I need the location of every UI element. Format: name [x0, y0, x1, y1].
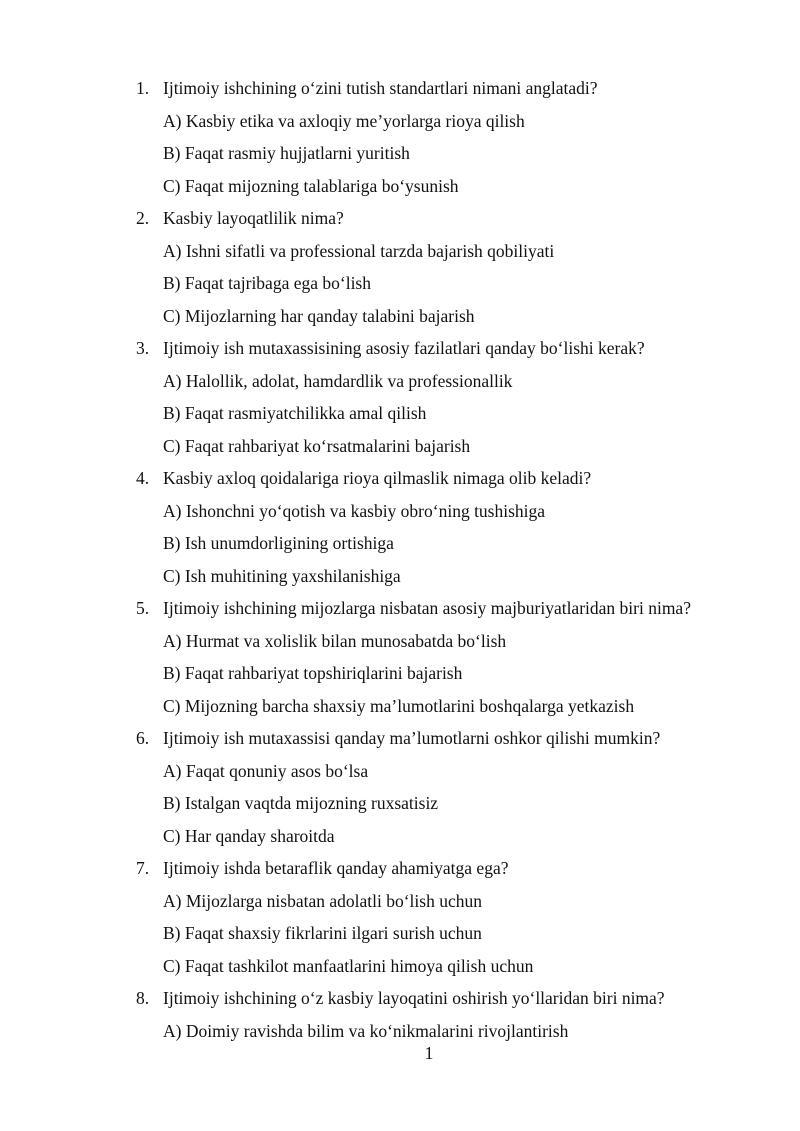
question-4: [0, 464, 800, 497]
answer-option: [0, 822, 800, 855]
answer-option: [0, 757, 800, 790]
answer-option: [0, 789, 800, 822]
question-text: Ijtimoiy ishchining o‘zini tutish standartlari nimani anglatadi?: [163, 78, 598, 98]
option-text: A) Kasbiy etika va axloqiy me’yorlarga rioya qilish: [163, 110, 525, 131]
question-3: [0, 334, 800, 367]
answer-option: [0, 172, 800, 205]
question-1: [0, 74, 800, 107]
option-text: C) Faqat rahbariyat ko‘rsatmalarini bajarish: [163, 435, 471, 456]
answer-option: [0, 432, 800, 465]
option-text: A) Halollik, adolat, hamdardlik va professionallik: [163, 370, 513, 391]
answer-option: [0, 952, 800, 985]
option-text: C) Faqat mijozning talablariga bo‘ysunish: [163, 175, 459, 196]
question-text: Kasbiy layoqatlilik nima?: [163, 208, 344, 228]
option-text: B) Faqat rasmiy hujjatlarni yuritish: [163, 143, 410, 163]
option-text: B) Ish unumdorligining ortishiga: [163, 533, 394, 553]
question-number: 5.: [136, 598, 150, 618]
page-number: 1: [424, 1043, 434, 1063]
question-number: 4.: [136, 468, 150, 488]
option-text: A) Doimiy ravishda bilim va ko‘nikmalarini rivojlantirish: [163, 1020, 569, 1041]
question-number: 1.: [136, 78, 150, 98]
option-text: B) Faqat rahbariyat topshiriqlarini bajarish: [163, 663, 463, 683]
question-number: 6.: [136, 728, 150, 748]
option-text: C) Faqat tashkilot manfaatlarini himoya qilish uchun: [163, 955, 534, 976]
answer-option: [0, 919, 800, 952]
question-text: Ijtimoiy ishda betaraflik qanday ahamiyatga ega?: [163, 858, 509, 878]
question-number: 7.: [136, 858, 150, 878]
option-text: A) Hurmat va xolislik bilan munosabatda bo‘lish: [163, 630, 507, 651]
option-text: C) Mijozning barcha shaxsiy ma’lumotlarini boshqalarga yetkazish: [163, 695, 635, 716]
option-text: A) Faqat qonuniy asos bo‘lsa: [163, 760, 369, 781]
option-text: C) Ish muhitining yaxshilanishiga: [163, 565, 401, 586]
option-text: B) Faqat tajribaga ega bo‘lish: [163, 273, 371, 293]
question-5: [0, 594, 800, 627]
question-7: [0, 854, 800, 887]
question-text: Ijtimoiy ishchining o‘z kasbiy layoqatini oshirish yo‘llaridan biri nima?: [163, 988, 665, 1008]
option-text: B) Faqat shaxsiy fikrlarini ilgari surish uchun: [163, 923, 482, 943]
answer-option: [0, 107, 800, 140]
question-text: Ijtimoiy ish mutaxassisining asosiy fazilatlari qanday bo‘lishi kerak?: [163, 338, 645, 358]
option-text: C) Mijozlarning har qanday talabini bajarish: [163, 305, 475, 326]
option-text: A) Mijozlarga nisbatan adolatli bo‘lish uchun: [163, 890, 482, 911]
question-number: 2.: [136, 208, 150, 228]
answer-option: [0, 692, 800, 725]
answer-option: [0, 562, 800, 595]
question-text: Ijtimoiy ishchining mijozlarga nisbatan asosiy majburiyatlaridan biri nima?: [163, 598, 691, 618]
answer-option: [0, 659, 800, 692]
option-text: B) Faqat rasmiyatchilikka amal qilish: [163, 403, 427, 423]
answer-option: [0, 237, 800, 270]
option-text: A) Ishni sifatli va professional tarzda bajarish qobiliyati: [163, 240, 555, 261]
question-6: [0, 724, 800, 757]
answer-option: [0, 367, 800, 400]
answer-option: [0, 399, 800, 432]
answer-option: [0, 627, 800, 660]
question-8: [0, 984, 800, 1017]
option-text: C) Har qanday sharoitda: [163, 825, 335, 846]
question-text: Ijtimoiy ish mutaxassisi qanday ma’lumotlarni oshkor qilishi mumkin?: [163, 728, 661, 748]
question-number: 8.: [136, 988, 150, 1008]
question-2: [0, 204, 800, 237]
question-list: [0, 74, 800, 1049]
answer-option: [0, 497, 800, 530]
option-text: A) Ishonchni yo‘qotish va kasbiy obro‘ning tushishiga: [163, 500, 546, 521]
option-text: B) Istalgan vaqtda mijozning ruxsatisiz: [163, 793, 439, 813]
answer-option: [0, 302, 800, 335]
question-number: 3.: [136, 338, 150, 358]
answer-option: [0, 139, 800, 172]
question-text: Kasbiy axloq qoidalariga rioya qilmaslik nimaga olib keladi?: [163, 468, 592, 488]
answer-option: [0, 529, 800, 562]
answer-option: [0, 269, 800, 302]
answer-option: [0, 887, 800, 920]
